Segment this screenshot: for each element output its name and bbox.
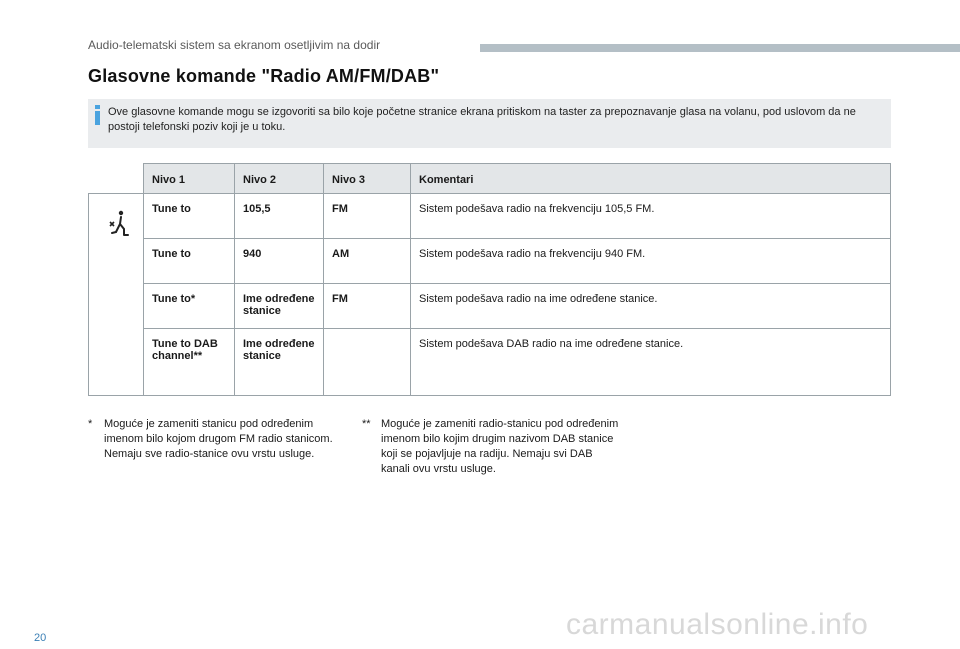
header-comments: Komentari	[411, 164, 891, 194]
row1-level2: 105,5	[235, 194, 324, 239]
page-number: 20	[34, 632, 47, 644]
table-row	[89, 284, 891, 329]
row2-level1: Tune to	[144, 239, 235, 284]
row4-level1: Tune to DAB channel**	[144, 329, 235, 396]
footnote-1-mark: *	[88, 418, 93, 430]
watermark: carmanualsonline.info	[566, 608, 869, 641]
row2-level3: AM	[324, 239, 411, 284]
voice-command-icon	[107, 210, 131, 238]
info-icon	[92, 104, 104, 126]
page-title: Glasovne komande "Radio AM/FM/DAB"	[88, 66, 440, 86]
footnote-1-text: Moguće je zameniti stanicu pod određenim imenom bilo kojom drugom FM radio stanicom. Nemaju sve radio-stanice ovu vrstu usluge.	[104, 418, 333, 460]
footnote-2-mark: **	[362, 418, 371, 430]
row4-level2: Ime određene stanice	[235, 329, 324, 396]
table-row	[89, 329, 891, 396]
row4-comment: Sistem podešava DAB radio na ime određene stanice.	[411, 329, 891, 396]
row1-level1: Tune to	[144, 194, 235, 239]
row4-level3	[324, 329, 411, 396]
row2-level2: 940	[235, 239, 324, 284]
header-section-title: Audio-telematski sistem sa ekranom osetljivim na dodir	[88, 38, 381, 52]
header-level2: Nivo 2	[235, 164, 324, 194]
info-box	[88, 99, 891, 148]
header-level3: Nivo 3	[324, 164, 411, 194]
row3-level3: FM	[324, 284, 411, 329]
voice-commands-table	[88, 163, 891, 396]
header-accent-bar	[480, 44, 960, 52]
row3-level2: Ime određene stanice	[235, 284, 324, 329]
row3-comment: Sistem podešava radio na ime određene stanice.	[411, 284, 891, 329]
table-row	[89, 194, 891, 239]
row2-comment: Sistem podešava radio na frekvenciju 940 FM.	[411, 239, 891, 284]
header-level1: Nivo 1	[144, 164, 235, 194]
table-row	[89, 239, 891, 284]
footnote-2-text: Moguće je zameniti radio-stanicu pod određenim imenom bilo kojim drugim nazivom DAB stanice koji se pojavljuje na radiju. Nemaju svi DAB kanali ovu vrstu usluge.	[381, 418, 619, 475]
info-text: Ove glasovne komande mogu se izgovoriti sa bilo koje početne stranice ekrana pritiskom na taster za prepoznavanje glasa na volanu, pod uslovom da ne postoji telefonski poziv koji je u toku.	[108, 106, 856, 133]
row3-level1: Tune to*	[144, 284, 235, 329]
row1-comment: Sistem podešava radio na frekvenciju 105,5 FM.	[411, 194, 891, 239]
icon-cell	[89, 194, 144, 396]
table-header-row	[89, 164, 891, 194]
header-blank-cell	[89, 164, 144, 194]
row1-level3: FM	[324, 194, 411, 239]
